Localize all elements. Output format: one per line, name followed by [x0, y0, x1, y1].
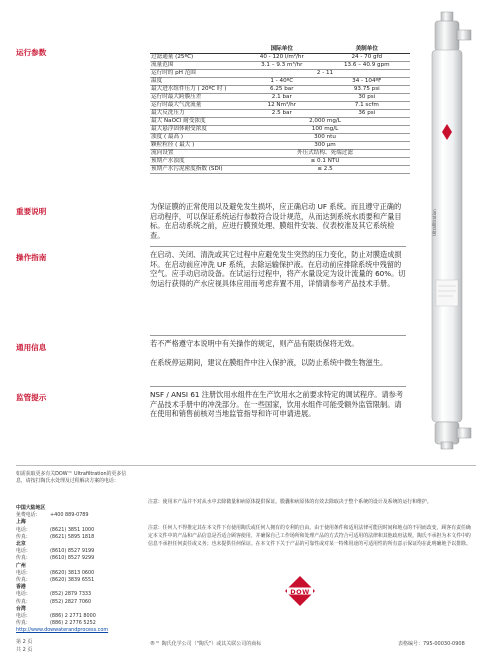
section-label-guide: 操作指南	[16, 253, 47, 262]
contact-line	[16, 534, 108, 541]
param-label: 浊度 ( 最高 )	[150, 134, 240, 142]
contact-line-label: 传真：	[16, 598, 31, 605]
trademark-note: ®™ 陶氏化学公司（"陶氏"）或其关联公司的商标	[150, 641, 262, 647]
param-value-si: 2.5 bar	[240, 110, 324, 118]
param-label: 最大反洗压力	[150, 110, 240, 118]
param-label: 过滤通量 (25ºC)	[150, 54, 240, 62]
table-row	[150, 110, 410, 118]
param-value-si: 3.1 – 9.3 m³/hr	[240, 62, 324, 70]
param-label: 流向设置	[150, 150, 240, 158]
form-number: 表格编号：795-00030-0908	[398, 641, 465, 647]
param-label: 运行时最大气洗流量	[150, 102, 240, 110]
table-row	[150, 86, 410, 94]
contact-line	[16, 591, 108, 598]
table-row	[150, 78, 410, 86]
contact-line	[16, 570, 108, 577]
section-label-notes: 重要说明	[16, 207, 47, 216]
contact-city: 广州	[16, 562, 26, 569]
param-value-us: 93.75 psi	[324, 86, 410, 94]
divider	[150, 246, 406, 247]
product-label: Ultrafiltration	[432, 209, 437, 236]
table-row	[150, 94, 410, 102]
guide-text: 在启动、关闭、清洗或其它过程中应避免发生突然的压力变化，防止对膜造成损坏。在启动前应冲洗 UF 系统，去除运输保护液。在启动前应排除系统中残留的空气。应手动启动设备。在试运行过程中，将产水量设定为设计流量的 60%。切勿运行获得的产水应视具体应用而考虑弃置不用，详情请参考产品技术手册。	[150, 250, 406, 288]
contact-line	[16, 620, 108, 627]
table-row	[150, 150, 410, 158]
section-label-general: 通用信息	[16, 343, 47, 352]
table-row	[150, 118, 410, 126]
param-label: 最大进水组件压力 ( 20ºC 时 )	[150, 86, 240, 94]
param-value: 2 - 11	[240, 70, 410, 78]
page-number: 第 2 页	[16, 639, 33, 645]
param-value-us: 24 - 70 gfd	[324, 54, 410, 62]
contact-line-value: (8620) 3839 6551	[50, 577, 95, 584]
param-value: 2,000 mg/L	[240, 118, 410, 126]
contact-line-label: 电话：	[16, 569, 31, 576]
contact-line-label: 电话：	[16, 548, 31, 555]
table-header-row	[150, 46, 410, 54]
contact-line-value: (852) 2827 7060	[50, 598, 92, 605]
table-row	[150, 70, 410, 78]
param-value: 300 ntu	[240, 134, 410, 142]
contact-line-label: 电话：	[16, 613, 31, 620]
param-value: ≤ 2.5	[240, 166, 410, 174]
param-value: 300 µm	[240, 142, 410, 150]
param-value-si: 40 - 120 l/m²/hr	[240, 54, 324, 62]
param-value-si: 1 - 40ºC	[240, 78, 324, 86]
contact-line-value: (8621) 3851 1000	[50, 526, 95, 533]
contact-line-label: 免费电话：	[16, 512, 41, 519]
website-link[interactable]: http://www.dowwaterandprocess.com	[16, 627, 109, 634]
table-header-cell: 美制单位	[324, 46, 410, 54]
table-row	[150, 134, 410, 142]
notice-2: 注意：任何人不得推定其在本文件下有使用陶氏或任何人拥有的专利的自由。由于使用条件和适用法律可能因时间和地点的不同而改变，顾客有责任确定本文件中的产品和产品信息是否适合顾客使用，并确保自己工作场所和处理产品的方式符合可适用的法律和其他政府法规。陶氏不承担为本文件中的信息不承担任何责任或义务；也未提供任何保证。在本文件下关于产品的可靠性或对某一特殊用途的可适用性的所有意示保证均在此明确地予以排除。	[148, 525, 471, 548]
notes-text: 为保证膜的正常使用以及避免发生损坏，应正确启动 UF 系统。而且遵守正确的启动程序，可以保证系统运行参数符合设计规范，从而达到系统水质要和产量目标。在启动系统之前，应进行膜预处理、膜组件安装、仪表校准及其它系统检查。	[150, 202, 402, 240]
operating-parameters-table	[150, 46, 410, 174]
param-label: 运行时的 pH 范围	[150, 70, 240, 78]
param-label: 最大悬浮固体耐受浓度	[150, 126, 240, 134]
param-value-si: 12 Nm³/hr	[240, 102, 324, 110]
table-header-cell	[150, 46, 240, 54]
contact-region: 中国大陆地区	[16, 505, 46, 511]
contact-line-value: (8621) 5895 1818	[50, 533, 95, 540]
contact-line-value: +400 889-0789	[50, 512, 89, 519]
page-total: 共 2 页	[16, 647, 33, 653]
contact-city: 台湾	[16, 605, 26, 612]
general-text-1: 若不严格遵守本说明中有关操作的规定，则产品有限质保将无效。	[150, 339, 359, 348]
param-label: 预期产水污泥密度指数 (SDI)	[150, 166, 240, 174]
contact-line-label: 电话：	[16, 526, 31, 533]
table-row	[150, 62, 410, 70]
table-row	[150, 158, 410, 166]
contact-line-value: (852) 2879 7333	[50, 591, 92, 598]
divider	[150, 386, 406, 387]
table-row	[150, 126, 410, 134]
contact-line-label: 电话：	[16, 591, 31, 598]
contact-line	[16, 577, 108, 584]
param-value-us: 34 - 104ºF	[324, 78, 410, 86]
param-value: ≤ 0.1 NTU	[240, 158, 410, 166]
contact-block	[16, 505, 108, 635]
param-value: 外压式结构、死端过滤	[240, 150, 410, 158]
contact-city: 香港	[16, 584, 26, 591]
table-row	[150, 142, 410, 150]
notice-1: 注意：使用本产品并不对从水中去除微量和病原体提供保证。膜囊和病原体的有效去除取决于整个系统的设计及系统的运行和维护。	[148, 499, 432, 505]
contact-line-label: 传真：	[16, 620, 31, 627]
contact-intro: 如需获取更多有关DOW™ Ultrafiltration的更多信息，请按打陶氏水处理及过程解决方案的电话：	[16, 471, 127, 485]
param-label: 颗粒粒径 ( 最大 )	[150, 142, 240, 150]
contact-city: 北京	[16, 541, 26, 548]
param-value-us: 30 psi	[324, 94, 410, 102]
param-value-us: 13.6 – 40.9 gpm	[324, 62, 410, 70]
param-label: 流量范围	[150, 62, 240, 70]
table-header-cell: 国际单位	[240, 46, 324, 54]
regulatory-text: NSF / ANSI 61 注册饮用水组件在生产饮用水之前要求特定的调试程序。请参考产品技术手册中的冲洗部分。在一些国家，饮用水组件可能受额外监管限制。请在使用和销售前核对当地监管指导和许可申请进展。	[150, 390, 404, 419]
contact-line-value: (8610) 8527 9199	[50, 548, 95, 555]
param-value-us: 7.1 scfm	[324, 102, 410, 110]
param-value-si: 6.25 bar	[240, 86, 324, 94]
contact-line-label: 传真：	[16, 555, 31, 562]
dow-logo-text: DOW	[290, 588, 310, 596]
contact-line	[16, 527, 108, 534]
param-label: 预期产水浊度	[150, 158, 240, 166]
param-value-si: 2.1 bar	[240, 94, 324, 102]
param-label: 运行时最大跨膜压差	[150, 94, 240, 102]
contact-city: 上海	[16, 519, 26, 526]
contact-line-value: (886) 2 2776 5252	[50, 620, 96, 627]
contact-line-value: (8610) 8527 9299	[50, 555, 95, 562]
param-label: 最大 NaOCl 耐受浓度	[150, 118, 240, 126]
section-label-params: 运行参数	[16, 48, 47, 57]
divider	[150, 335, 406, 336]
section-label-regulatory: 监管提示	[16, 393, 47, 402]
contact-line-label: 传真：	[16, 577, 31, 584]
table-row	[150, 102, 410, 110]
table-row	[150, 54, 410, 62]
contact-line-value: (8620) 3813 0600	[50, 569, 95, 576]
contact-line-value: (886) 2 2771 8000	[50, 613, 96, 620]
param-value: 100 mg/L	[240, 126, 410, 134]
ultrafiltration-module-image	[417, 10, 477, 450]
param-label: 温度	[150, 78, 240, 86]
param-value-us: 36 psi	[324, 110, 410, 118]
divider	[16, 465, 476, 466]
contact-line	[16, 512, 108, 519]
contact-line	[16, 599, 108, 606]
contact-line	[16, 555, 108, 562]
general-text-2: 在系统停运期间，建议在膜组件中注入保护液，以防止系统中微生物滋生。	[150, 358, 388, 367]
table-row	[150, 166, 410, 174]
contact-line-label: 传真：	[16, 533, 31, 540]
